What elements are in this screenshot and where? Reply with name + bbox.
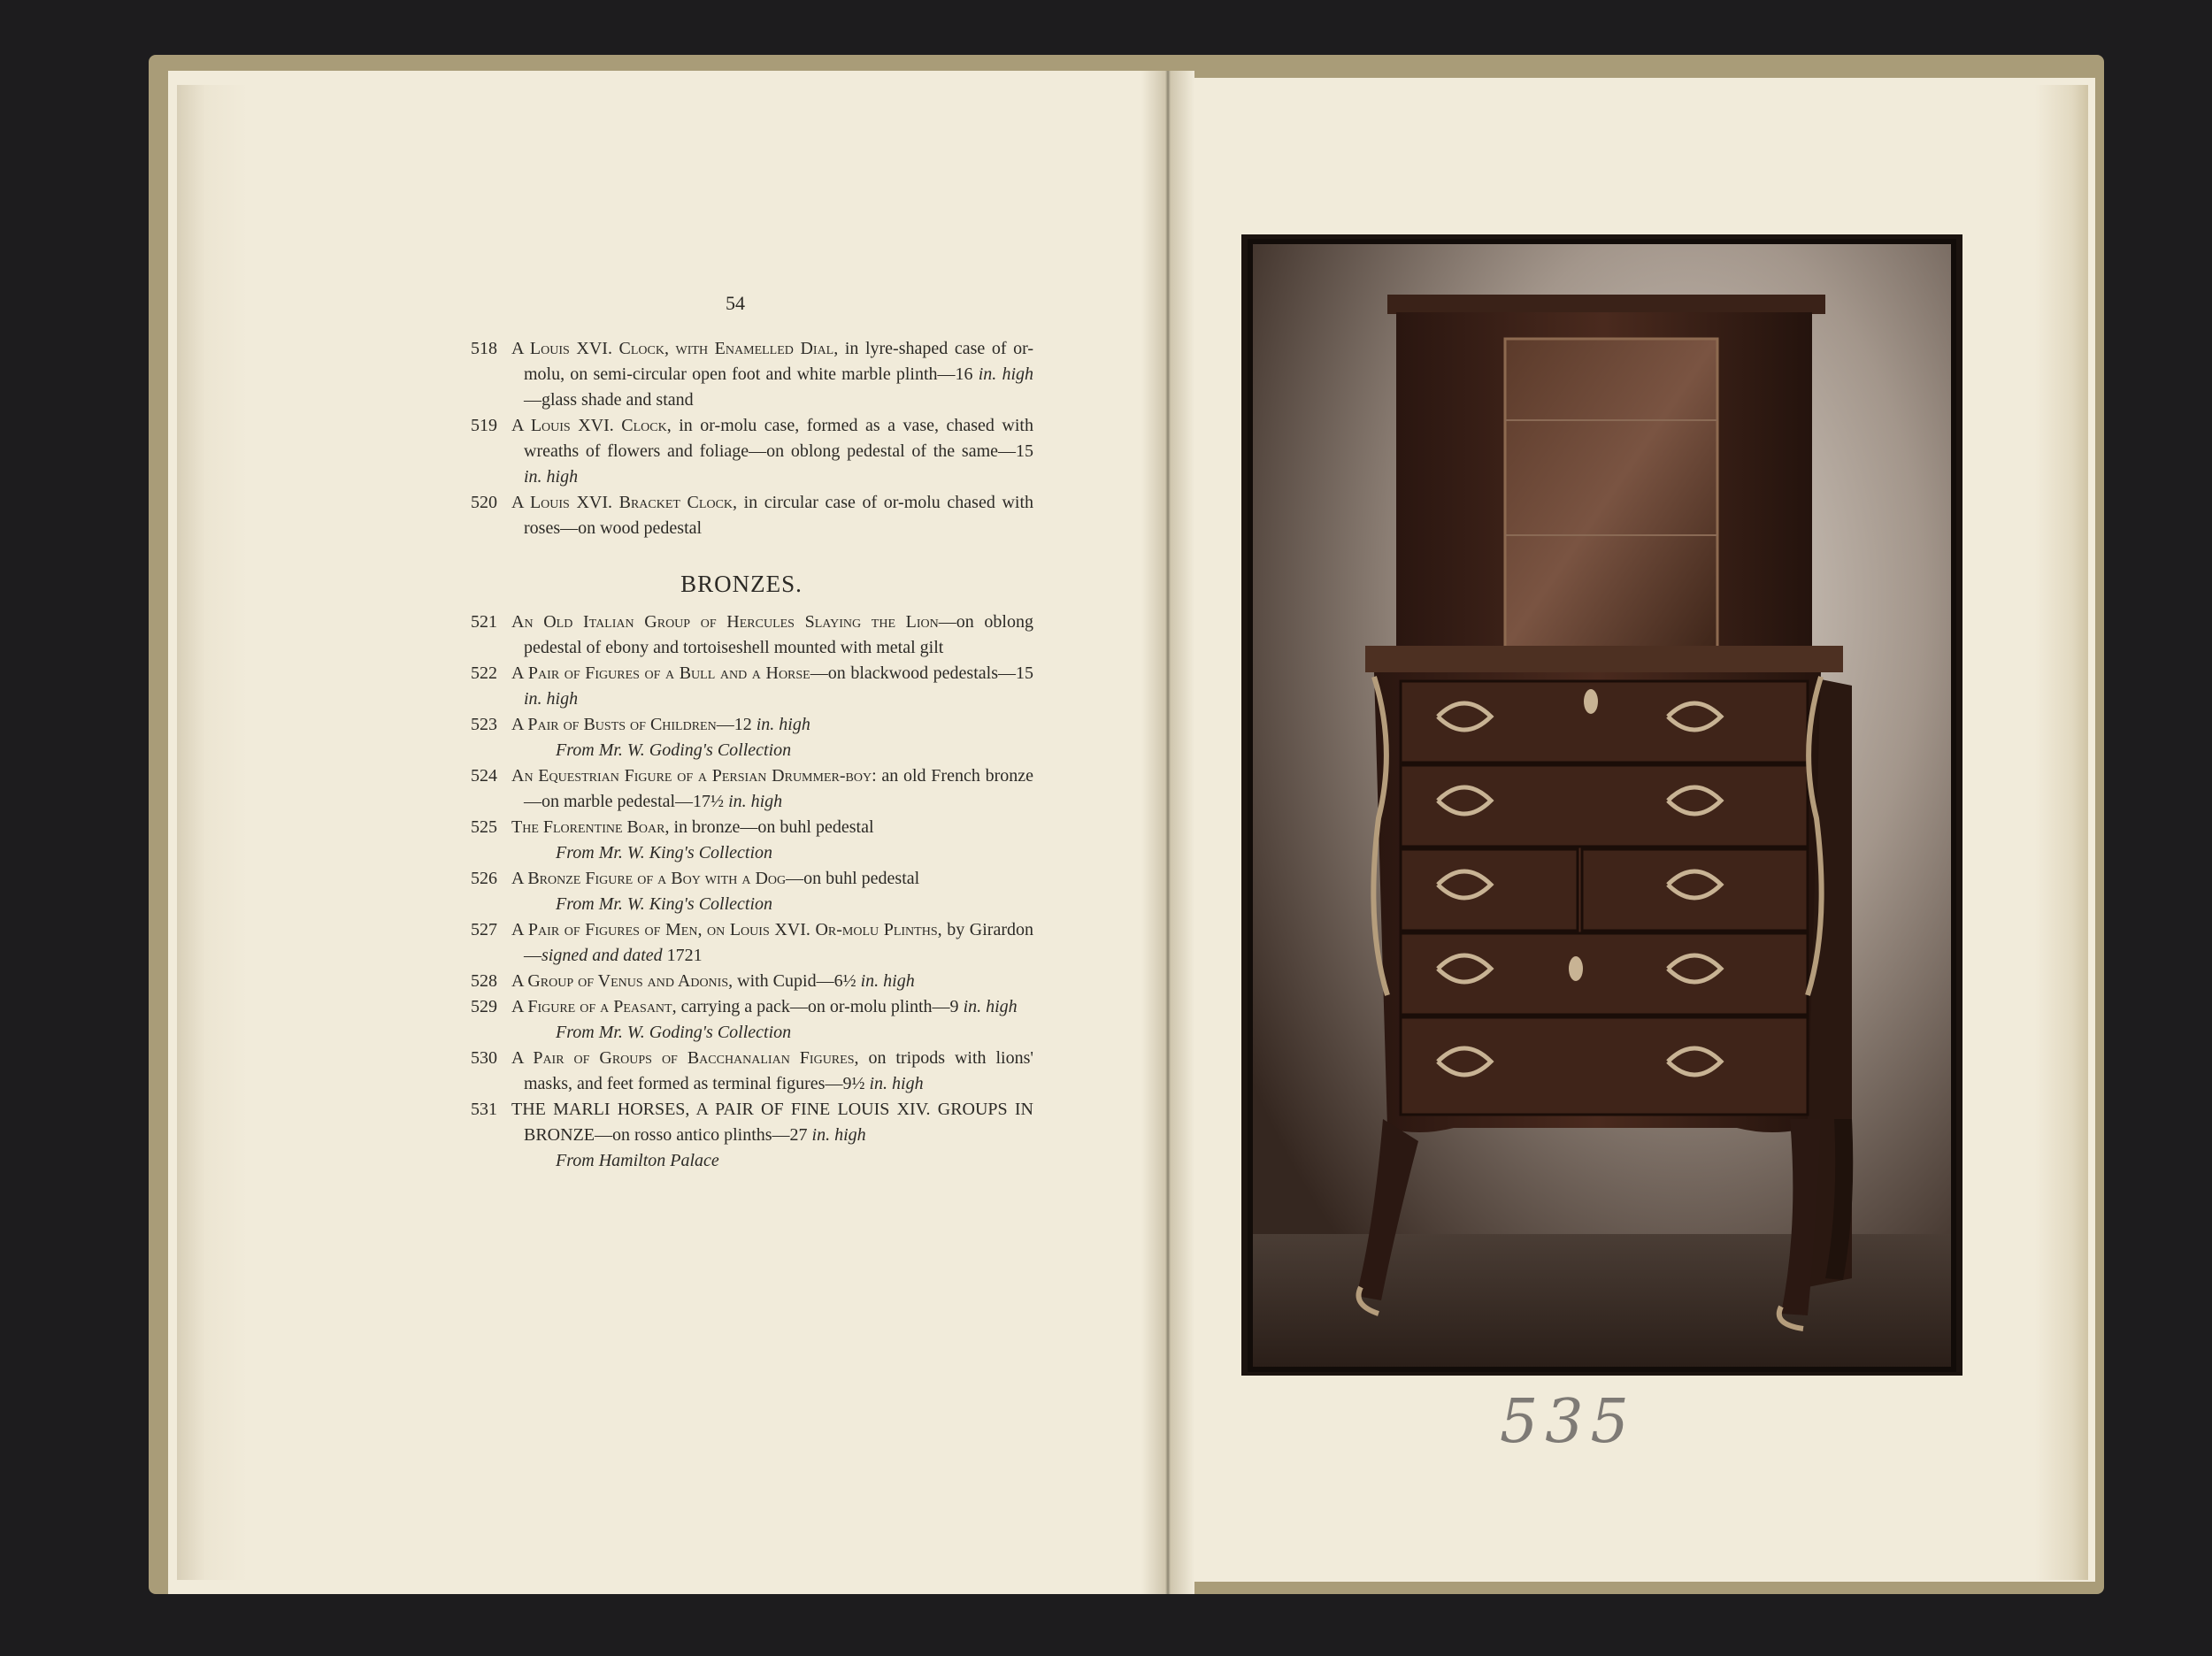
entry-text: in. high — [524, 467, 579, 487]
entry-text: —on buhl pedestal — [786, 869, 920, 888]
cabinet-photo-image — [1241, 234, 1962, 1376]
entry-text: —on rosso antico plinths—27 — [595, 1125, 812, 1145]
book-gutter — [1141, 71, 1194, 1594]
entry-text: in. high — [756, 715, 810, 734]
entry-text: —glass shade and stand — [524, 390, 694, 410]
catalogue-entry — [449, 969, 1033, 994]
catalogue-entry — [449, 1097, 1033, 1148]
entry-text: 1721 — [662, 946, 703, 965]
entry-text: on tripods with lions' masks, and feet formed as terminal figures—9½ — [524, 1048, 1033, 1093]
provenance-line: From Mr. W. Goding's Collection — [556, 740, 792, 760]
entry-text: in. high — [728, 792, 783, 811]
catalogue-entry — [449, 712, 1033, 738]
entry-text: A Pair of Figures of a Bull and a Horse — [511, 663, 810, 683]
entry-text: in. high — [869, 1074, 924, 1093]
furniture-photograph — [1241, 234, 1962, 1376]
provenance-line: From Mr. W. King's Collection — [556, 894, 773, 914]
entry-text: —on blackwood pedestals—15 — [810, 663, 1033, 683]
catalogue-entry — [449, 994, 1033, 1020]
entry-text: A Pair of Busts of Children — [511, 715, 717, 734]
entry-text: A Louis XVI. Clock, — [511, 416, 672, 435]
catalogue-entry — [449, 336, 1033, 413]
lot-number: 527 — [471, 920, 497, 939]
entry-text: An Old Italian Group of Hercules Slaying the Lion — [511, 612, 939, 632]
lot-number: 530 — [471, 1048, 497, 1068]
catalogue-entry — [449, 866, 1033, 892]
provenance-line: From Mr. W. Goding's Collection — [556, 1023, 792, 1042]
entries-before — [449, 336, 1033, 541]
catalogue-entry — [449, 917, 1033, 969]
entry-text: THE MARLI HORSES, A PAIR OF FINE LOUIS XIV. GROUPS IN BRONZE — [511, 1100, 1033, 1145]
lot-number: 531 — [471, 1100, 497, 1119]
lot-number: 525 — [471, 817, 497, 837]
entry-text: —on oblong pedestal of ebony and tortoiseshell mounted with metal gilt — [524, 612, 1033, 657]
lot-number: 523 — [471, 715, 497, 734]
entry-text: —12 — [716, 715, 757, 734]
entry-text: A Pair of Figures of Men, on Louis XVI. Or-molu Plinths, — [511, 920, 942, 939]
entry-text: in or-molu case, formed as a vase, chased with wreaths of flowers and foliage—on oblong pedestal of the same—15 — [524, 416, 1033, 461]
lot-number: 528 — [471, 971, 497, 991]
entry-text: by Girardon— — [524, 920, 1033, 965]
entries-after — [449, 610, 1033, 1174]
lot-number: 529 — [471, 997, 497, 1016]
lot-number: 519 — [471, 416, 497, 435]
entry-text: A Pair of Groups of Bacchanalian Figures, — [511, 1048, 859, 1068]
lot-number: 518 — [471, 339, 497, 358]
lot-number: 520 — [471, 493, 497, 512]
lot-number: 526 — [471, 869, 497, 888]
section-heading: BRONZES. — [680, 571, 803, 597]
handwritten-number: 535 — [1500, 1387, 1636, 1457]
entry-text: in circular case of or-molu chased with roses—on wood pedestal — [524, 493, 1034, 538]
catalogue-text — [449, 281, 1033, 1174]
catalogue-entry — [449, 763, 1033, 815]
provenance-line: From Mr. W. King's Collection — [556, 843, 773, 862]
entry-text: An Equestrian Figure of a Persian Drummer-boy — [511, 766, 872, 786]
entry-text: in. high — [860, 971, 915, 991]
lot-number: 521 — [471, 612, 497, 632]
lot-number: 524 — [471, 766, 497, 786]
catalogue-entry — [449, 490, 1033, 541]
provenance-line: From Hamilton Palace — [556, 1151, 719, 1170]
entry-text: A Bronze Figure of a Boy with a Dog — [511, 869, 787, 888]
entry-text: signed and dated — [541, 946, 663, 965]
entry-text: A Louis XVI. Clock, with Enamelled Dial, — [511, 339, 839, 358]
entry-text: with Cupid—6½ — [733, 971, 861, 991]
catalogue-entry — [449, 413, 1033, 490]
entry-text: in bronze—on buhl pedestal — [669, 817, 874, 837]
entry-text: in. high — [811, 1125, 866, 1145]
entry-text: A Group of Venus and Adonis, — [511, 971, 733, 991]
catalogue-entry — [449, 815, 1033, 840]
entry-text: carrying a pack—on or-molu plinth—9 — [676, 997, 964, 1016]
catalogue-entry — [449, 610, 1033, 661]
entry-text: A Figure of a Peasant, — [511, 997, 677, 1016]
right-page-stack — [2035, 85, 2088, 1580]
entry-text: The Florentine Boar, — [511, 817, 670, 837]
left-page-stack — [177, 85, 248, 1580]
catalogue-entry — [449, 661, 1033, 712]
entry-text: A Louis XVI. Bracket Clock, — [511, 493, 738, 512]
entry-text: in lyre-shaped case of or-molu, on semi-circular open foot and white marble plinth—16 — [524, 339, 1033, 384]
entry-text: : an old French bronze—on marble pedestal—17½ — [524, 766, 1033, 811]
page-number: 54 — [726, 292, 745, 314]
catalogue-entry — [449, 1046, 1033, 1097]
entry-text: in. high — [524, 689, 579, 709]
entry-text: in. high — [978, 364, 1033, 384]
lot-number: 522 — [471, 663, 497, 683]
entry-text: in. high — [963, 997, 1018, 1016]
